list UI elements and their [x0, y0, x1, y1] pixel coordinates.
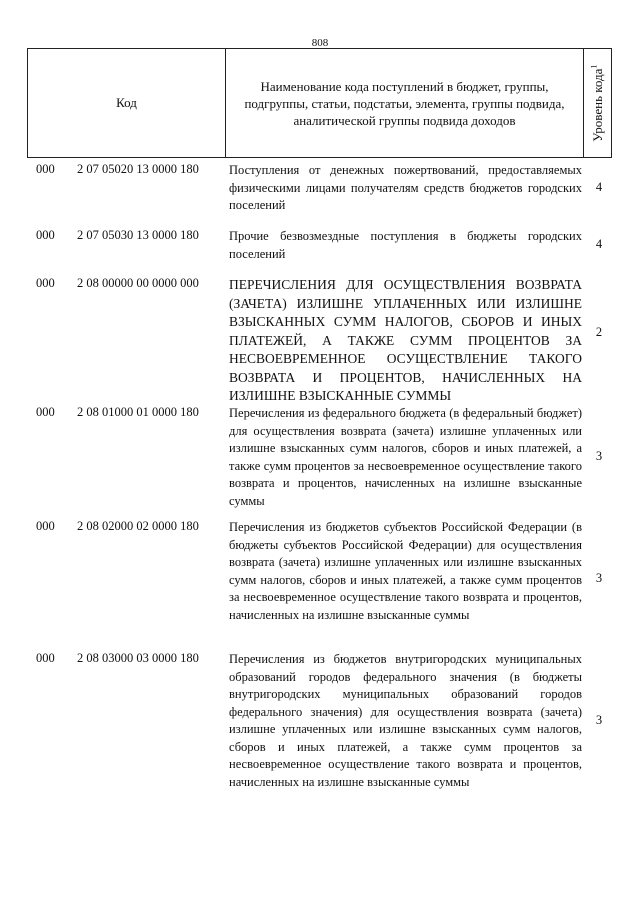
row-name: Прочие безвозмездные поступления в бюджеты городских поселений: [229, 229, 582, 261]
row-name: Перечисления из бюджетов внутригородских муниципальных образований городов федерального значения (в бюджеты внутригородских муниципальных образований городов федерального значения) для осуществления возврата (зачета) излишне уплаченных или излишне взысканных сумм налогов, сборов и иных платежей, а также сумм процентов за несвоевременное осуществление такого возврата и процентов, начисленных на излишне взысканные суммы: [229, 652, 582, 789]
row-admin-code: 000: [36, 405, 55, 419]
row-code: 2 08 00000 00 0000 000: [77, 276, 199, 290]
header-level: [584, 49, 611, 157]
table-header: [27, 48, 612, 158]
row-admin-code: 000: [36, 162, 55, 176]
row-code: 2 08 02000 02 0000 180: [77, 519, 199, 533]
row-admin-code: 000: [36, 276, 55, 290]
row-code: 2 08 03000 03 0000 180: [77, 651, 199, 665]
header-code: Код: [28, 49, 226, 157]
header-level-text: Уровень кода: [589, 68, 605, 142]
row-name: Перечисления из бюджетов субъектов Российской Федерации (в бюджеты субъектов Российской Федерации) для осуществления возврата (зачета) излишне уплаченных или излишне взысканных сумм налогов, сборов и иных платежей, а также сумм процентов за несвоевременное осуществление такого возврата и процентов, начисленных на излишне взысканные суммы: [229, 520, 582, 622]
row-level: 3: [595, 571, 603, 585]
row-admin-code: 000: [36, 228, 55, 242]
row-code: 2 08 01000 01 0000 180: [77, 405, 199, 419]
row-name: Перечисления из федерального бюджета (в федеральный бюджет) для осуществления возврата (зачета) излишне уплаченных или излишне взысканных сумм налогов, сборов и иных платежей, а также сумм процентов за несвоевременное осуществление такого возврата и процентов, начисленных на излишне взысканные суммы: [229, 406, 582, 508]
row-level: 3: [595, 449, 603, 463]
row-level: 2: [595, 325, 603, 339]
row-level: 4: [595, 237, 603, 251]
header-level-label: [589, 64, 605, 141]
row-level: 3: [595, 713, 603, 727]
row-admin-code: 000: [36, 651, 55, 665]
row-code: 2 07 05020 13 0000 180: [77, 162, 199, 176]
header-name: Наименование кода поступлений в бюджет, группы, подгруппы, статьи, подстатьи, элемента, группы подвида, аналитической группы подвида доходов: [226, 49, 584, 157]
row-name: ПЕРЕЧИСЛЕНИЯ ДЛЯ ОСУЩЕСТВЛЕНИЯ ВОЗВРАТА (ЗАЧЕТА) ИЗЛИШНЕ УПЛАЧЕННЫХ ИЛИ ИЗЛИШНЕ ВЗЫСКАННЫХ СУММ НАЛОГОВ, СБОРОВ И ИНЫХ ПЛАТЕЖЕЙ, А ТАКЖЕ СУММ ПРОЦЕНТОВ ЗА НЕСВОЕВРЕМЕННОЕ ОСУЩЕСТВЛЕНИЕ ТАКОГО ВОЗВРАТА И ПРОЦЕНТОВ, НАЧИСЛЕННЫХ НА ИЗЛИШНЕ ВЗЫСКАННЫЕ СУММЫ: [229, 277, 582, 403]
row-code: 2 07 05030 13 0000 180: [77, 228, 199, 242]
row-admin-code: 000: [36, 519, 55, 533]
header-level-footnote: 1: [589, 64, 599, 69]
row-name: Поступления от денежных пожертвований, предоставляемых физическими лицами получателям средств бюджетов городских поселений: [229, 163, 582, 212]
row-level: 4: [595, 180, 603, 194]
page-number: 808: [311, 37, 329, 49]
